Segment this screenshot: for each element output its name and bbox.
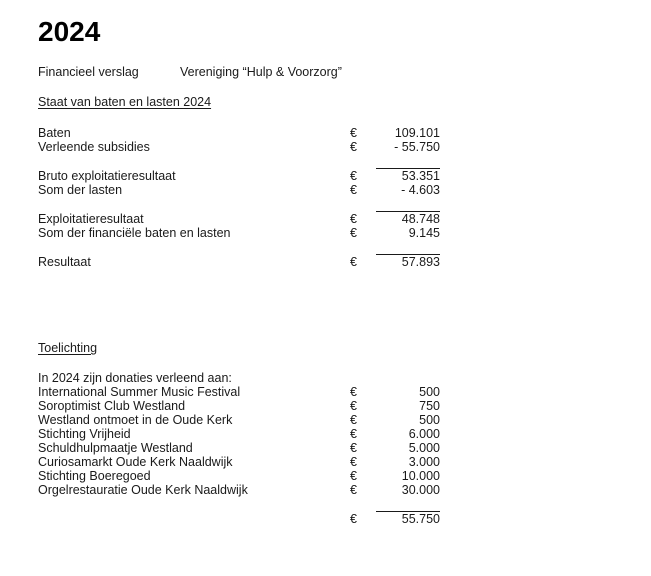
row-spacer: [38, 154, 440, 169]
table-row: [38, 183, 440, 197]
row-value: 500: [419, 385, 440, 399]
donations-intro-label: In 2024 zijn donaties verleend aan:: [38, 371, 232, 385]
page-title: 2024: [38, 16, 101, 47]
table-row: [38, 385, 440, 399]
row-currency: €: [350, 483, 357, 497]
row-currency: €: [350, 441, 357, 455]
row-currency: €: [350, 469, 357, 483]
row-value: 109.101: [394, 126, 440, 140]
row-label: [38, 512, 350, 527]
row-currency: €: [350, 140, 357, 154]
row-label: Bruto exploitatieresultaat: [38, 168, 176, 183]
row-spacer: [38, 197, 440, 212]
row-value: 500: [419, 413, 440, 427]
table-row: [38, 126, 440, 140]
report-type-label: Financieel verslag: [38, 65, 139, 79]
row-currency: €: [350, 511, 357, 526]
row-value: 9.145: [408, 226, 440, 240]
row-value: 57.893: [376, 255, 440, 270]
row-value: 55.750: [376, 512, 440, 527]
row-label: Westland ontmoet in de Oude Kerk: [38, 413, 233, 427]
row-value: 10.000: [401, 469, 440, 483]
donations-intro-row: [38, 371, 440, 385]
row-value: 53.351: [376, 169, 440, 184]
row-currency: €: [350, 168, 357, 183]
row-currency: €: [350, 413, 357, 427]
row-currency: €: [350, 126, 357, 140]
row-label: Som der financiële baten en lasten: [38, 226, 231, 240]
table-row: [38, 483, 440, 497]
table-row: [38, 226, 440, 240]
row-label: International Summer Music Festival: [38, 385, 241, 399]
table-row: [38, 427, 440, 441]
statement-table: [38, 126, 440, 269]
table-row: [38, 140, 440, 154]
row-label: Stichting Boeregoed: [38, 469, 151, 483]
table-row: [38, 441, 440, 455]
row-label: Orgelrestauratie Oude Kerk Naaldwijk: [38, 483, 248, 497]
donations-table: [38, 371, 440, 526]
row-spacer: [38, 497, 440, 512]
row-currency: €: [350, 455, 357, 469]
row-value: 3.000: [408, 455, 440, 469]
row-currency: €: [350, 254, 357, 269]
table-row: [38, 212, 440, 227]
table-row: [38, 469, 440, 483]
row-label: Stichting Vrijheid: [38, 427, 131, 441]
row-value: 5.000: [408, 441, 440, 455]
row-currency: €: [350, 183, 357, 197]
row-label: Schuldhulpmaatje Westland: [38, 441, 193, 455]
row-currency: €: [350, 211, 357, 226]
row-value: - 4.603: [401, 183, 440, 197]
organization-name-label: Vereniging “Hulp & Voorzorg”: [180, 65, 342, 79]
donations-total-row: [38, 512, 440, 527]
row-value: 30.000: [401, 483, 440, 497]
row-value: 48.748: [376, 212, 440, 227]
row-currency: €: [350, 226, 357, 240]
row-label: Baten: [38, 126, 71, 140]
row-spacer: [38, 240, 440, 255]
row-value: 750: [419, 399, 440, 413]
row-value: - 55.750: [394, 140, 440, 154]
section-heading-notes: Toelichting: [38, 341, 98, 355]
table-row: [38, 255, 440, 270]
table-row: [38, 455, 440, 469]
row-label: Curiosamarkt Oude Kerk Naaldwijk: [38, 455, 233, 469]
row-currency: €: [350, 399, 357, 413]
row-label: Soroptimist Club Westland: [38, 399, 186, 413]
row-label: Resultaat: [38, 254, 91, 269]
row-value: 6.000: [408, 427, 440, 441]
row-label: Verleende subsidies: [38, 140, 150, 154]
table-row: [38, 169, 440, 184]
table-row: [38, 413, 440, 427]
row-currency: €: [350, 427, 357, 441]
table-row: [38, 399, 440, 413]
row-label: Som der lasten: [38, 183, 123, 197]
row-label: Exploitatieresultaat: [38, 211, 144, 226]
report-subtitle: [38, 65, 342, 79]
row-currency: €: [350, 385, 357, 399]
section-heading-statement: Staat van baten en lasten 2024: [38, 95, 212, 109]
